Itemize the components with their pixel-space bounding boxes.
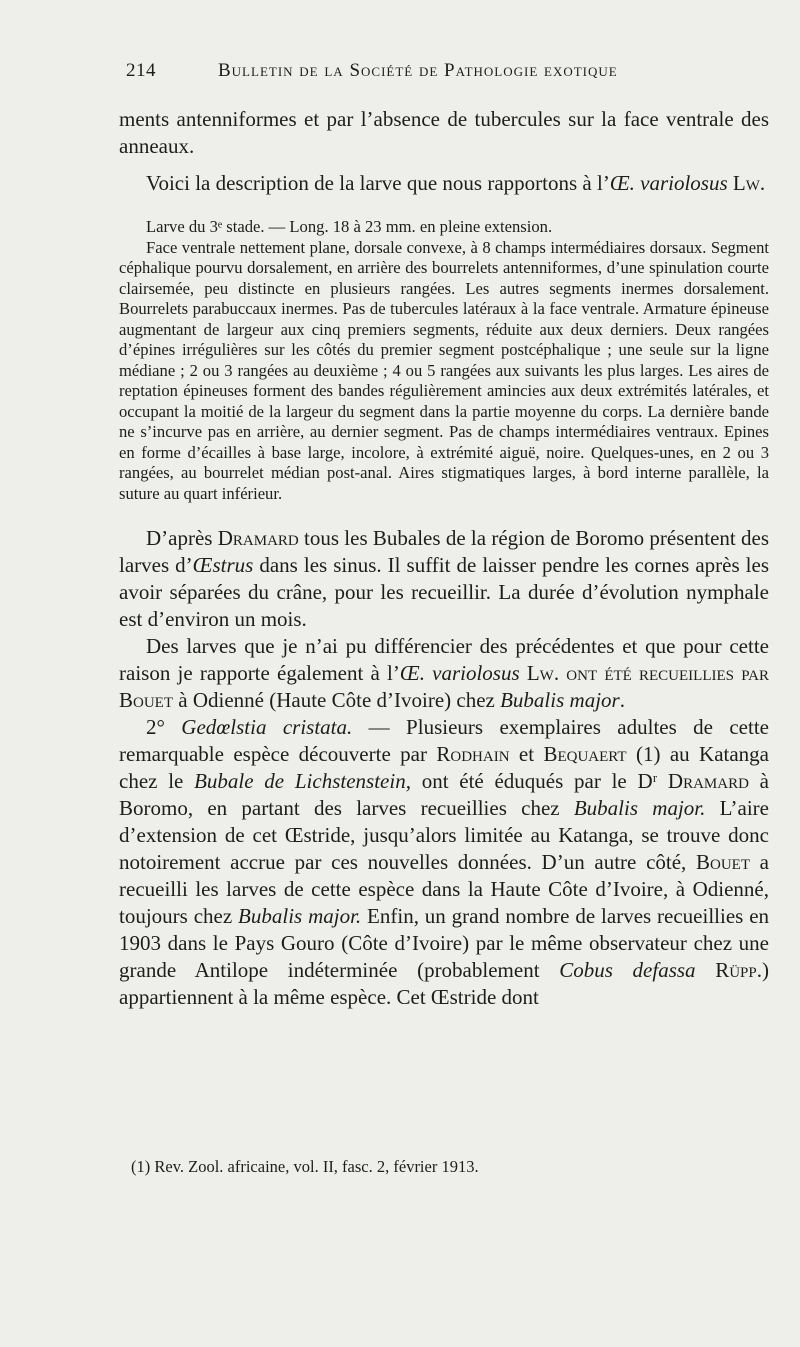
description-line-stage: Larve du 3ᵉ stade. — Long. 18 à 23 mm. en pleine extension.: [146, 217, 553, 236]
text: — Plusieurs exemplaires adultes de cette remarquable espèce découverte par: [119, 715, 769, 766]
description-body: Face ventrale nettement plane, dorsale convexe, à 8 champs intermédiaires dorsaux. Segment céphalique pourvu dorsalement, en arrière des bourrelets antenniformes, d’une spinulation courte clairsemée, peu distincte en plusieurs rangées. Les autres segments inermes dorsalement. Bourrelets parabuccaux inermes. Pas de tubercules latéraux à la face ventrale. Armature épineuse augmentant de largeur aux cinq premiers segments, réduite aux deux derniers. Deux rangées d’épines irrégulières sur les côtés du premier segment postcéphalique ; une seule sur la ligne médiane ; 2 ou 3 rangées au deuxième ; 4 ou 5 rangées aux suivants les plus larges. Les aires de reptation épineuses forment des bandes régulièrement amincies aux deux extrémités latérales, et occupant la moitié de la largeur du segment dans la partie moyenne du corps. La dernière bande ne s’incurve pas en arrière, au dernier segment. Pas de champs intermédiaires ventraux. Epines en forme d’écailles à base large, incolore, à extrémité aiguë, noire. Quelques-unes, en 2 ou 3 rangées, au bourrelet médian post-anal. Aires stigmatiques larges, à bord interne parallèle, la suture au quart inférieur.: [119, 237, 769, 503]
text: ont été éduqués par le Dʳ: [410, 769, 668, 793]
text: .: [619, 688, 625, 712]
text: à Odienné (Haute Côte d’Ivoire) chez: [173, 688, 501, 712]
author-name: Dramard: [217, 526, 299, 550]
text: (1) au Katanga chez le: [119, 742, 769, 793]
author-name: Rüpp.: [715, 958, 762, 982]
text: à Boromo, en partant des larves recueillies chez: [119, 769, 769, 820]
footnote: (1) Rev. Zool. africaine, vol. II, fasc. 2, février 1913.: [131, 1157, 479, 1176]
text: dans les sinus. Il suffit de laisser pendre les cornes après les avoir séparées du crâne, pour les recueillir. La durée d’évolution nymphale est d’environ un mois.: [119, 553, 769, 631]
species-name: Gedœlstia cristata.: [181, 715, 353, 739]
paragraph-dramard: [119, 525, 769, 633]
running-header: [126, 60, 786, 82]
text: tous les Bubales de la région de Boromo présentent des larves d’: [119, 526, 769, 577]
author-name: Bequaert: [543, 742, 627, 766]
page-number: 214: [126, 60, 156, 81]
text: D’après: [146, 526, 218, 550]
larva-description: [119, 217, 769, 504]
page-body: [119, 106, 769, 1011]
text: et: [509, 742, 544, 766]
paragraph-bouet: [119, 633, 769, 714]
paragraph-gedoelstia: [119, 714, 769, 1011]
text: Enfin, un grand nombre de larves recueillies en 1903 dans le Pays Gouro (Côte d’Ivoire) par le même observateur chez une grande Antilope indéterminée (probablement: [119, 904, 770, 982]
author-abbrev: Lw.: [727, 171, 766, 195]
text: a recueilli les larves de cette espèce dans la Haute Côte d’Ivoire, à Odienné, toujours chez: [119, 850, 769, 928]
species-name: Bubale de Lichstenstein,: [194, 769, 411, 793]
author-name: Bouet: [695, 850, 750, 874]
species-name: Œ. variolosus: [609, 171, 728, 195]
text: L’aire d’extension de cet Œstride, jusqu’alors limitée au Katanga, se trouve donc notoirement accrue par ces nouvelles données. D’un autre côté,: [119, 796, 769, 874]
text: [696, 958, 716, 982]
text: Voici la description de la larve que nous rapportons à l’: [146, 171, 610, 195]
text: Lw. ont été recueillies par: [519, 661, 769, 685]
paragraph-continuation: ments antenniformes et par l’absence de tubercules sur la face ventrale des anneaux.: [119, 107, 769, 158]
journal-title: Bulletin de la Société de Pathologie exotique: [218, 60, 618, 81]
species-name: Cobus defassa: [559, 958, 696, 982]
text: 2°: [146, 715, 182, 739]
genus-name: Œstrus: [192, 553, 254, 577]
author-name: Dramard: [667, 769, 749, 793]
text: Des larves que je n’ai pu différencier des précédentes et que pour cette raison je rapporte également à l’: [119, 634, 769, 685]
author-name: Bouet: [119, 688, 173, 712]
text: ) appartiennent à la même espèce. Cet Œstride dont: [119, 958, 769, 1009]
author-name: Rodhain: [436, 742, 510, 766]
species-name: Bubalis major: [500, 688, 620, 712]
paragraph-intro-description: [119, 170, 769, 197]
species-name: Œ. variolosus: [399, 661, 520, 685]
species-name: Bubalis major.: [238, 904, 362, 928]
species-name: Bubalis major.: [573, 796, 706, 820]
